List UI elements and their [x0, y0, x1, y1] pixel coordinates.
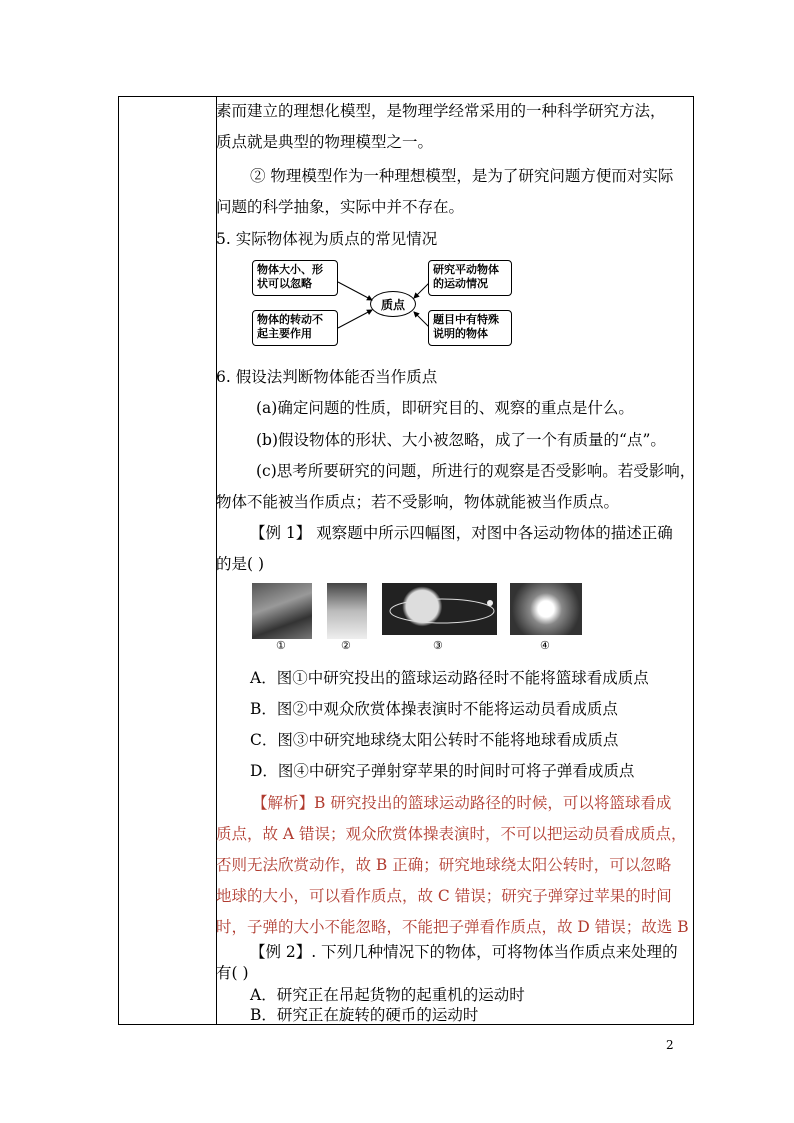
earth-orbit-image: [382, 583, 497, 635]
orbit-ellipse: [382, 583, 497, 635]
analysis-line: 【解析】B 研究投出的篮球运动路径的时候，可以将篮球看成: [252, 794, 672, 812]
text-line: 物体不能被当作质点；若不受影响，物体就能被当作质点。: [216, 493, 620, 511]
section-heading: 6. 假设法判断物体能否当作质点: [216, 368, 438, 386]
diagram-box-rotation: 物体的转动不起主要作用: [252, 310, 338, 346]
basketball-image: [252, 583, 312, 639]
option-b: B．研究正在旋转的硬币的运动时: [250, 1006, 479, 1024]
bullet-apple-image: [510, 583, 582, 635]
analysis-line: 时，子弹的大小不能忽略，不能把子弹看作质点，故 D 错误；故选 B: [216, 918, 689, 936]
left-column: [119, 97, 217, 1024]
option-a: A．研究正在吊起货物的起重机的运动时: [250, 986, 525, 1004]
diagram-box-special: 题目中有特殊说明的物体: [428, 310, 512, 346]
text-line: ② 物理模型作为一种理想模型，是为了研究问题方便而对实际: [250, 167, 674, 185]
caption: ①: [276, 639, 286, 652]
analysis-line: 地球的大小，可以看作质点，故 C 错误；研究子弹穿过苹果的时间: [216, 887, 672, 905]
text-line: (c)思考所要研究的问题，所进行的观察是否受影响。若受影响，: [256, 462, 696, 480]
option-c: C．图③中研究地球绕太阳公转时不能将地球看成质点: [250, 731, 619, 749]
text-line: (b)假设物体的形状、大小被忽略，成了一个有质量的“点”。: [256, 431, 666, 449]
diagram-box-size-shape: 物体大小、形状可以忽略: [252, 260, 338, 296]
option-a: A．图①中研究投出的篮球运动路径时不能将篮球看成质点: [250, 669, 649, 687]
text-line: (a)确定问题的性质，即研究目的、观察的重点是什么。: [256, 399, 634, 417]
page-number: 2: [666, 1038, 674, 1052]
caption: ④: [540, 639, 550, 652]
option-d: D．图④中研究子弹射穿苹果的时间时可将子弹看成质点: [250, 762, 635, 780]
caption: ③: [433, 639, 443, 652]
text-line: 质点就是典型的物理模型之一。: [216, 133, 434, 151]
text-line: 有( ): [216, 964, 249, 982]
option-b: B．图②中观众欣赏体操表演时不能将运动员看成质点: [250, 700, 618, 718]
caption: ②: [341, 639, 351, 652]
text-line: 素而建立的理想化模型，是物理学经常采用的一种科学研究方法，: [216, 102, 666, 120]
diagram-center-mass-point: 质点: [370, 291, 416, 317]
text-line: 问题的科学抽象，实际中并不存在。: [216, 198, 465, 216]
text-line: 的是( ): [216, 555, 265, 573]
gymnastics-image: [327, 583, 367, 639]
example-2-title: 【例 2】. 下列几种情况下的物体，可将物体当作质点来处理的: [250, 943, 678, 961]
section-heading: 5. 实际物体视为质点的常见情况: [216, 230, 438, 248]
diagram-box-translation: 研究平动物体的运动情况: [428, 260, 512, 296]
mass-point-diagram: [252, 260, 512, 352]
analysis-line: 否则无法欣赏动作，故 B 正确；研究地球绕太阳公转时，可以忽略: [216, 856, 672, 874]
analysis-line: 质点，故 A 错误；观众欣赏体操表演时，不可以把运动员看成质点，: [216, 825, 687, 843]
example-1-title: 【例 1】 观察题中所示四幅图，对图中各运动物体的描述正确: [250, 524, 673, 542]
